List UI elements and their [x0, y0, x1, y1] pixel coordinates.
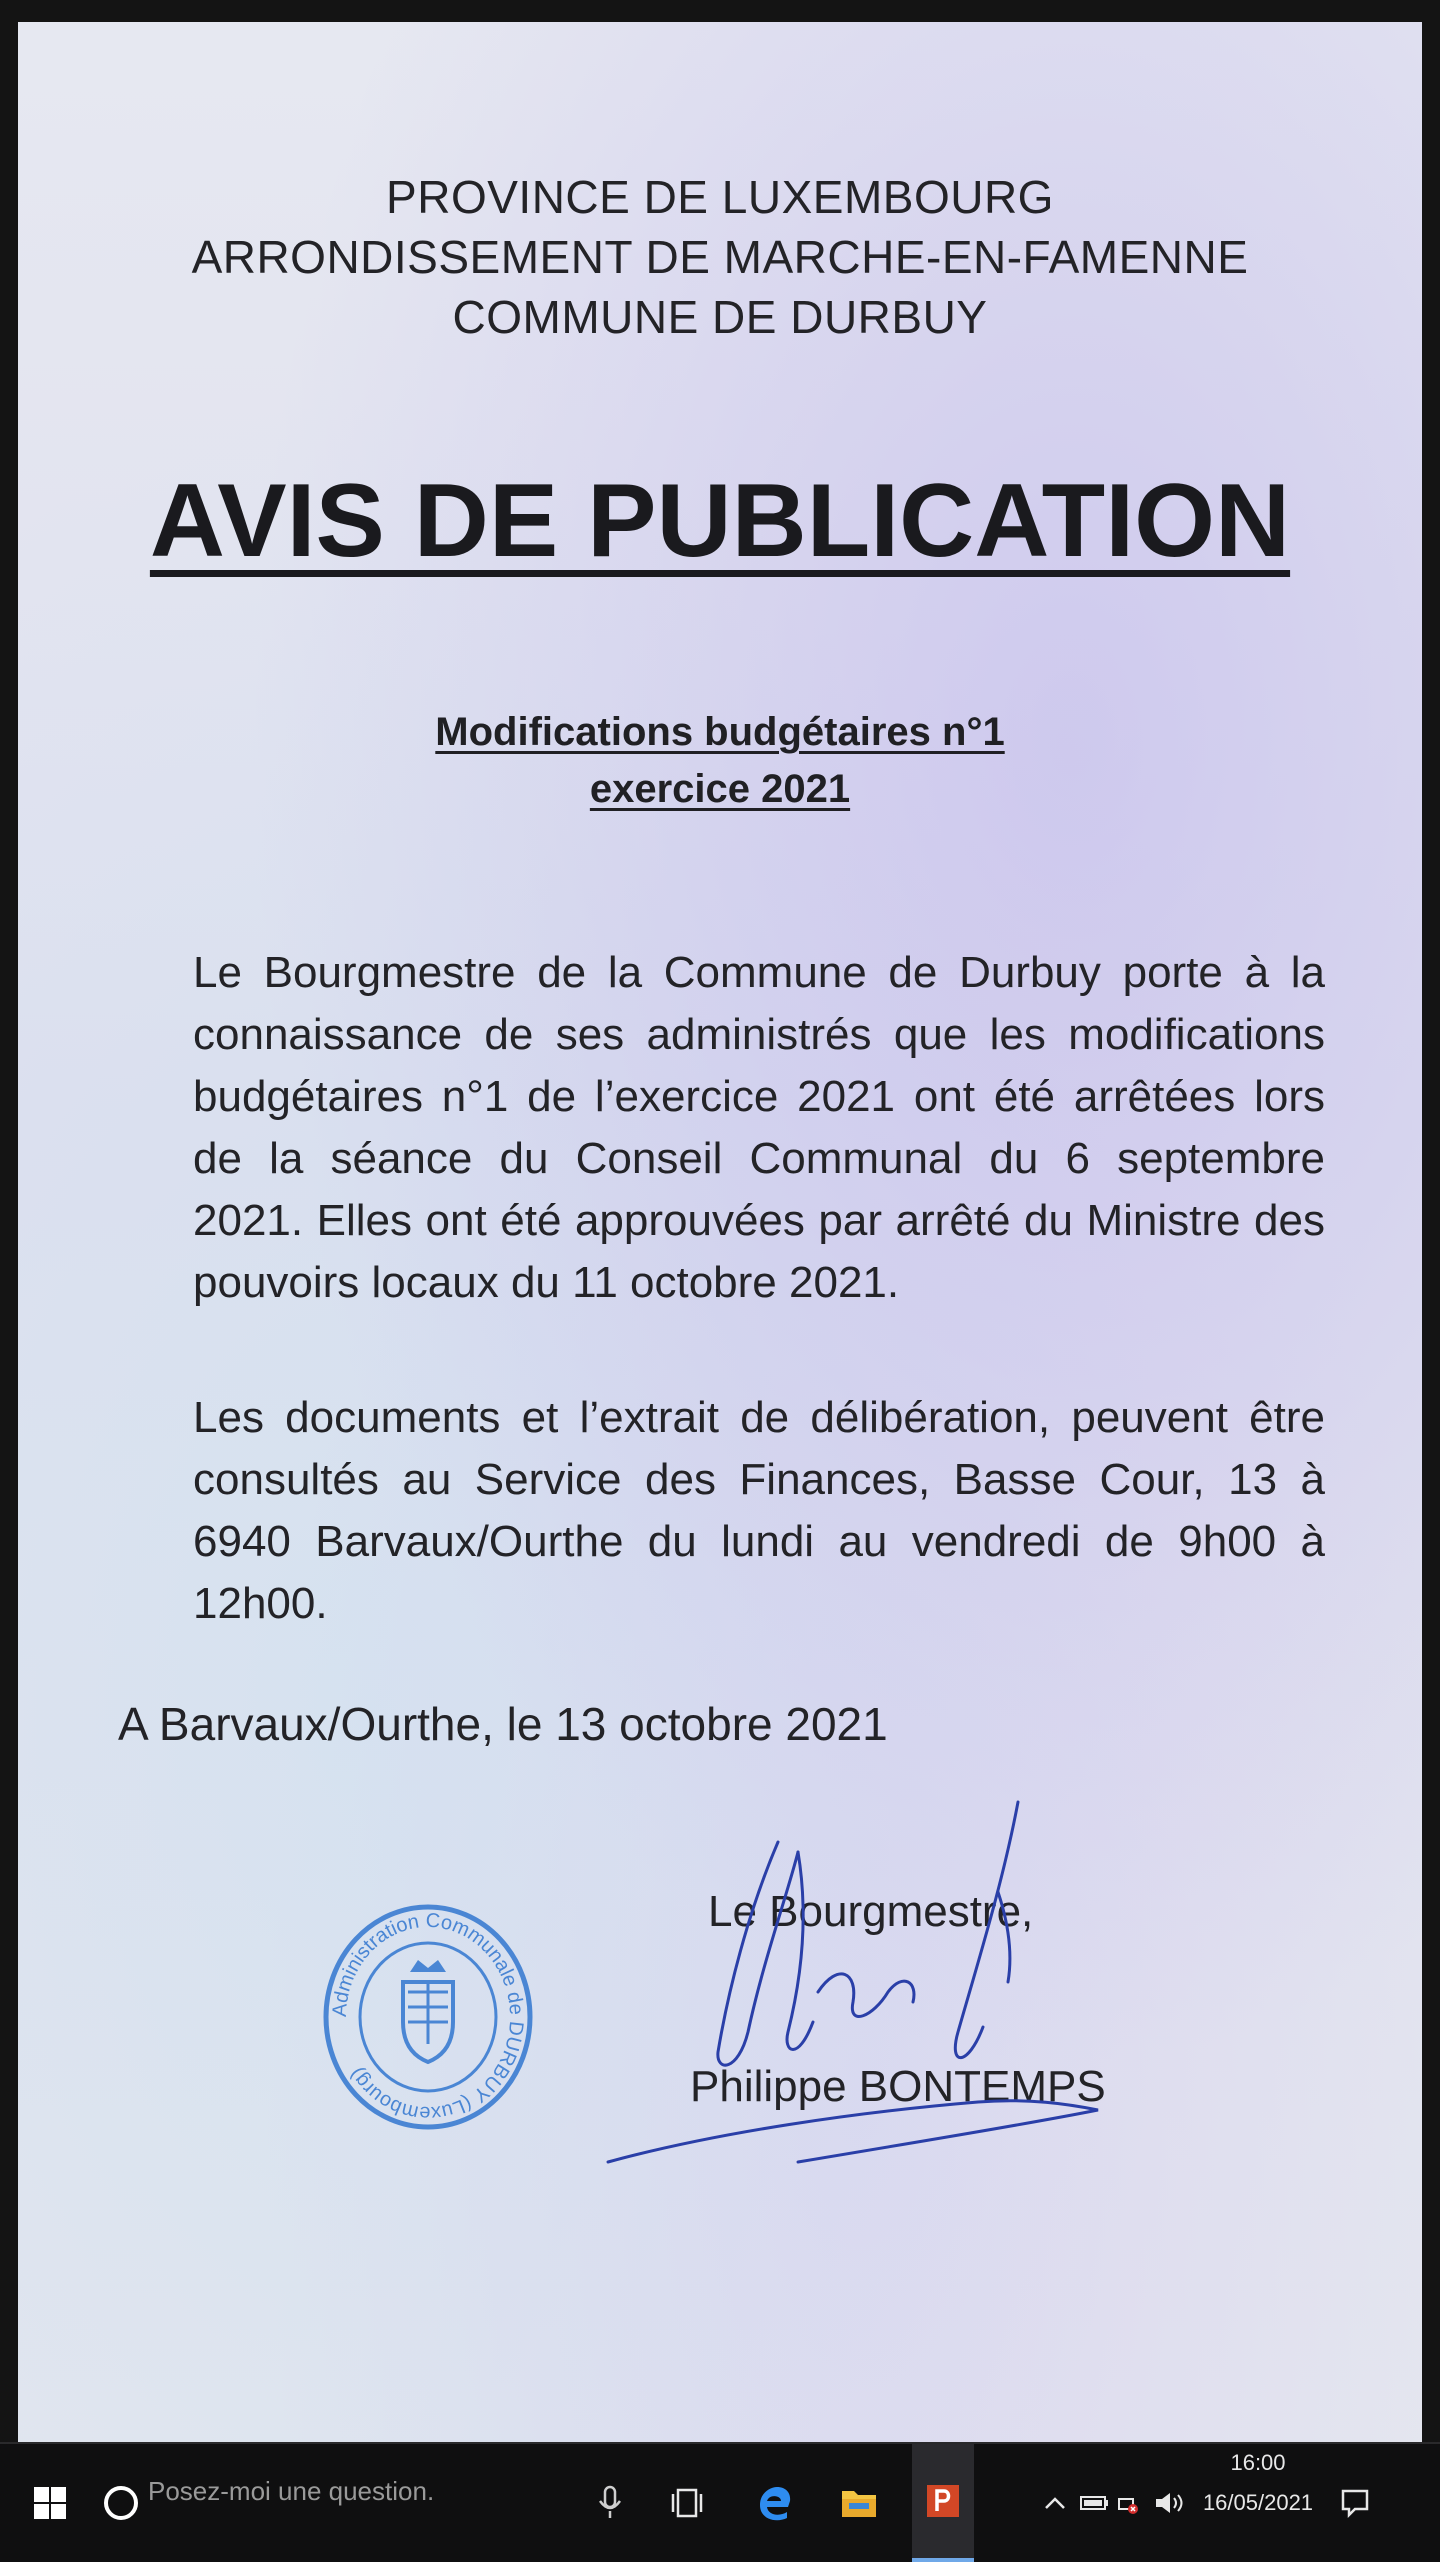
- file-explorer-icon: [839, 2485, 879, 2521]
- svg-text:Administration Communale de DU: Administration Communale de DURBUY (Luxembourg): [328, 1909, 528, 2125]
- header-commune: COMMUNE DE DURBUY: [452, 291, 988, 343]
- task-view-icon: [670, 2486, 704, 2520]
- signatory-title: Le Bourgmestre,: [708, 1887, 1034, 1936]
- windows-start-icon: [32, 2485, 68, 2521]
- clock-date: 16/05/2021: [1202, 2490, 1314, 2515]
- subtitle-exercice: exercice 2021: [589, 767, 851, 811]
- cortana-search-box[interactable]: Posez-moi une question.: [148, 2476, 435, 2506]
- microphone-button[interactable]: [590, 2444, 630, 2562]
- powerpoint-button[interactable]: [912, 2444, 974, 2562]
- edge-icon: [755, 2483, 795, 2523]
- network-indicator[interactable]: [1114, 2444, 1142, 2562]
- place-date: A Barvaux/Ourthe, le 13 octobre 2021: [118, 1698, 888, 1750]
- notification-icon: [1339, 2487, 1371, 2519]
- file-explorer-button[interactable]: [834, 2444, 884, 2562]
- battery-indicator[interactable]: [1078, 2444, 1112, 2562]
- header-province: PROVINCE DE LUXEMBOURG: [386, 171, 1054, 223]
- screen: [18, 22, 1422, 2442]
- notice-title: AVIS DE PUBLICATION: [149, 463, 1291, 579]
- paragraph-consultation: Les documents et l’extrait de délibération, peuvent être consultés au Service des Finances, Basse Cour, 13 à 6940 Barvaux/Ourthe du lundi au vendredi de 9h00 à 12h00.: [193, 1393, 1325, 1628]
- subtitle-modifications: Modifications budgétaires n°1: [435, 710, 1005, 754]
- tray-chevron-icon: [1044, 2495, 1066, 2511]
- publication-notice: [18, 22, 1422, 2442]
- battery-icon: [1080, 2494, 1110, 2512]
- cortana-button[interactable]: [96, 2444, 146, 2562]
- volume-control[interactable]: [1150, 2444, 1190, 2562]
- commune-stamp: [318, 1902, 538, 2132]
- network-icon: [1116, 2491, 1140, 2515]
- signatory-name: Philippe BONTEMPS: [690, 2062, 1106, 2111]
- tray-chevron-button[interactable]: [1040, 2444, 1070, 2562]
- microphone-icon: [597, 2485, 623, 2521]
- cortana-icon: [101, 2483, 141, 2523]
- paragraph-announcement: Le Bourgmestre de la Commune de Durbuy porte à la connaissance de ses administrés que les modifications budgétaires n°1 de l’exercice 2021 ont été arrêtées lors de la séance du Conseil Communal du 6 septembre 2021. Elles ont été approuvées par arrêté du Ministre des pouvoirs locaux du 11 octobre 2021.: [193, 948, 1325, 1307]
- start-button[interactable]: [20, 2444, 80, 2562]
- edge-button[interactable]: [750, 2444, 800, 2562]
- handwritten-signature: [598, 1792, 1138, 2192]
- volume-icon: [1153, 2490, 1187, 2516]
- header-arrondissement: ARRONDISSEMENT DE MARCHE-EN-FAMENNE: [191, 231, 1249, 283]
- clock-time: 16:00: [1230, 2450, 1286, 2475]
- action-center-button[interactable]: [1330, 2444, 1380, 2562]
- powerpoint-icon: [923, 2481, 963, 2521]
- task-view-button[interactable]: [665, 2444, 709, 2562]
